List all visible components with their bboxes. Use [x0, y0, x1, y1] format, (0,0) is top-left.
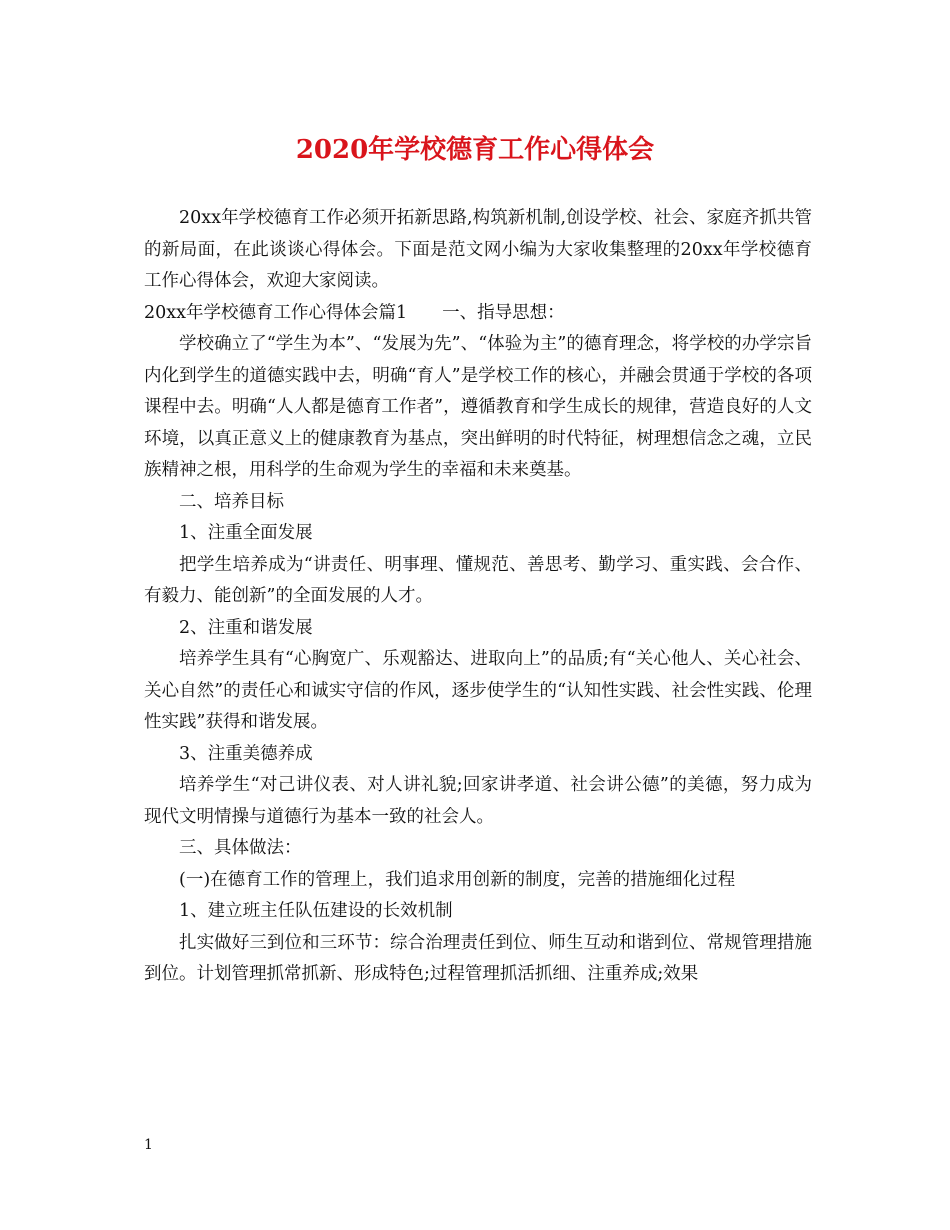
paragraph-section-heading: 20xx年学校德育工作心得体会篇1 一、指导思想： — [144, 302, 565, 323]
paragraph-guiding-thought: 学校确立了“学生为本”、“发展为先”、“体验为主”的德育理念，将学校的办学宗旨内化到学生的道德实践中去，明确“育人”是学校工作的核心，并融会贯通于学校的各项课程中去。明确“人人都是德育工作者”，遵循教育和学生成长的规律，营造良好的人文环境，以真正意义上的健康教育为基点，突出鲜明的时代特征，树理想信念之魂，立民族精神之根，用科学的生命观为学生的幸福和未来奠基。 — [144, 334, 812, 480]
paragraph-goal-3: 培养学生“对己讲仪表、对人讲礼貌;回家讲孝道、社会讲公德”的美德，努力成为现代文明情操与道德行为基本一致的社会人。 — [144, 775, 812, 827]
paragraph-goal-1: 把学生培养成为“讲责任、明事理、懂规范、善思考、勤学习、重实践、会合作、有毅力、能创新”的全面发展的人才。 — [144, 554, 812, 606]
heading-goal-1: 1、注重全面发展 — [179, 523, 313, 543]
document-title: 2020年学校德育工作心得体会 — [295, 135, 655, 165]
heading-goal-3: 3、注重美德养成 — [179, 743, 313, 764]
paragraph-intro: 20xx年学校德育工作必须开拓新思路,构筑新机制,创设学校、社会、家庭齐抓共管的新局面，在此谈谈心得体会。下面是范文网小编为大家收集整理的20xx年学校德育工作心得体会，欢迎大家阅读。 — [144, 208, 812, 291]
heading-goal-2: 2、注重和谐发展 — [179, 617, 313, 638]
heading-method-1-1: 1、建立班主任队伍建设的长效机制 — [179, 901, 453, 921]
heading-method-1: (一)在德育工作的管理上，我们追求用创新的制度，完善的措施细化过程 — [179, 869, 736, 890]
heading-methods: 三、具体做法： — [179, 838, 302, 858]
paragraph-method-1-1: 扎实做好三到位和三环节：综合治理责任到位、师生互动和谐到位、常规管理措施到位。计划管理抓常抓新、形成特色;过程管理抓活抓细、注重养成;效果 — [144, 932, 812, 984]
page-number: 1 — [144, 1137, 153, 1153]
paragraph-goal-2: 培养学生具有“心胸宽广、乐观豁达、进取向上”的品质;有“关心他人、关心社会、关心自然”的责任心和诚实守信的作风，逐步使学生的“认知性实践、社会性实践、伦理性实践”获得和谐发展。 — [144, 649, 812, 732]
heading-training-goals: 二、培养目标 — [179, 491, 284, 512]
document-body — [144, 203, 812, 991]
